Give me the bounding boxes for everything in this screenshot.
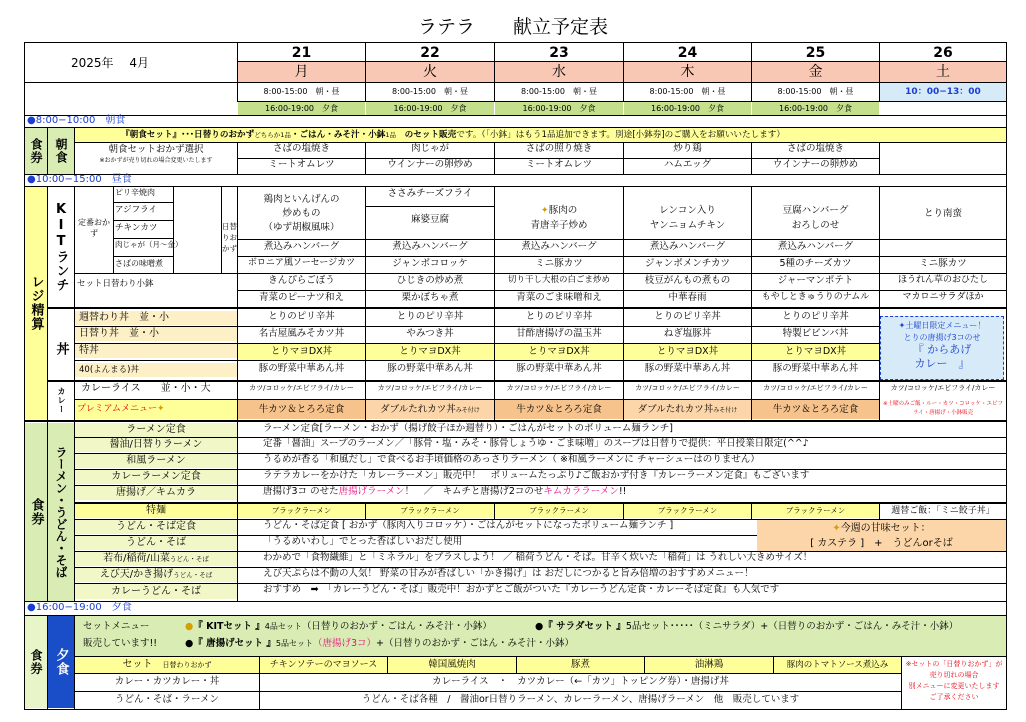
noodle-label-4: カレーラーメン定食 bbox=[75, 470, 237, 484]
kit-set-line: ●『 KITセット 』4品セット（日替りのおかず・ごはん・みそ汁・小鉢） bbox=[185, 621, 492, 632]
kit-main-tue-top: ささみチーズフライ bbox=[387, 188, 473, 199]
tokusei-mon: ブラックラーメン bbox=[238, 504, 365, 518]
noodle-desc-wakame: わかめで「食物繊維」と「ミネラル」をプラスしよう！ ／ 稲荷うどん・そば。甘辛く炊いた「稲荷」は うれしい大きめサイズ！ bbox=[263, 552, 813, 563]
noodle-desc-1: ラーメン定食[ラーメン・おかず（揚げ餃子ほか週替り）・ごはんがセットのボリューム麺ランチ] bbox=[263, 423, 673, 434]
don-r2-wed: 甘酢唐揚げの温玉丼 bbox=[516, 328, 602, 339]
dinner-hours-tue: 16:00-19:00 夕食 bbox=[366, 102, 494, 115]
don-label-3: 特丼 bbox=[75, 344, 237, 358]
breakfast-r1-tue: 肉じゃが bbox=[410, 143, 449, 154]
kobachi2-fri: もやしときゅうりのナムル bbox=[761, 292, 870, 302]
don-r1-mon: とりのピリ辛丼 bbox=[268, 311, 335, 322]
label-shokken-3: 食券 bbox=[25, 616, 47, 708]
premium-tue: ダブルたれカツ丼みそ付け bbox=[366, 400, 494, 419]
dinner-curry-label: カレー・カツカレー・丼 bbox=[114, 676, 220, 687]
don-r1-wed: とりのピリ辛丼 bbox=[525, 311, 593, 322]
label-noodles: ラーメン・うどん・そば bbox=[48, 423, 74, 601]
kit-r2-wed: 煮込みハンバーグ bbox=[521, 241, 597, 252]
kobachi1-sat: ほうれん草のおひたし bbox=[897, 275, 988, 285]
don-r3-wed: とりマヨDX丼 bbox=[495, 344, 623, 360]
breakfast-r1-fri: さばの塩焼き bbox=[786, 143, 844, 154]
hours-wed: 8:00-15:00 朝・昼 bbox=[521, 87, 597, 96]
curry-r1-thu: カツ/コロッケ/エビフライ/カレー bbox=[635, 384, 740, 392]
kit-r3-fri: 5種のチーズカツ bbox=[779, 258, 852, 269]
year-month: 2025年 4月 bbox=[71, 56, 149, 70]
section-lunch: ●10:00−15:00 昼食 bbox=[27, 174, 132, 185]
salad-set-line: ●『 サラダセット 』5品セット･････（ミニサラダ）+（日替りのおかず・ごはん・みそ汁・小鉢） bbox=[535, 621, 959, 632]
tokusei-sat: 週替ご飯：「ミニ餃子丼」 bbox=[891, 506, 995, 516]
premium-label: プレミアムメニュー✦ bbox=[75, 400, 237, 419]
weekday-tue: 火 bbox=[366, 62, 494, 82]
dinner-set-thu: 油淋鶏 bbox=[645, 657, 773, 673]
teiban-5: さばの味噌煮 bbox=[115, 259, 163, 268]
kit-r3-mon: ボロニア風ソーセージカツ bbox=[247, 258, 356, 268]
weekday-fri: 金 bbox=[752, 62, 879, 82]
menu-table bbox=[24, 42, 1007, 710]
noodle-desc-udon-teishoku: うどん・そば定食 [ おかず（豚肉入りコロッケ）・ごはんがセットになったボリューム麺ランチ ] bbox=[263, 520, 674, 531]
weekday-wed: 水 bbox=[495, 62, 623, 82]
hours-fri: 8:00-15:00 朝・昼 bbox=[777, 87, 854, 96]
hours-sat: 10：00−13：00 bbox=[880, 83, 1006, 101]
kobachi-label: セット日替わり小鉢 bbox=[77, 279, 154, 289]
label-kit-lunch: KITランチ bbox=[53, 202, 69, 292]
kobachi1-mon: きんぴらごぼう bbox=[268, 275, 335, 286]
weekday-mon: 月 bbox=[238, 62, 365, 82]
dinner-hours-fri: 16:00-19:00 夕食 bbox=[752, 102, 879, 115]
noodle-label-udon-teishoku: うどん・そば定食 bbox=[75, 520, 237, 534]
noodle-label-wakame: 若布/稲荷/山菜うどん・そば bbox=[75, 552, 237, 566]
premium-mon: 牛カツ＆とろろ定食 bbox=[238, 400, 365, 419]
label-reji: レジ精算 bbox=[25, 187, 47, 419]
curry-label: カレーライス 並・小・大 bbox=[81, 383, 211, 394]
kit-main-fri: 豆腐ハンバーグ おろしのせ bbox=[782, 205, 849, 231]
noodle-desc-2: 定番「醤油」スープのラーメン／「豚骨・塩・みそ・豚骨しょうゆ・ごま味噌」のスープは日替りで提供：平日授業日限定(^^♪ bbox=[263, 438, 809, 449]
teiban-1: ピリ辛焼肉 bbox=[115, 188, 155, 197]
don-r2-tue: やみつき丼 bbox=[406, 328, 454, 339]
dinner-menu-label2: 販売しています!! bbox=[83, 638, 158, 649]
breakfast-select-label: 朝食セットおかず選択 bbox=[108, 144, 204, 155]
don-r3-mon: とりマヨDX丼 bbox=[238, 344, 365, 360]
dinner-menu-label: セットメニュー bbox=[83, 621, 150, 632]
breakfast-r2-fri: ウインナーの卵炒め bbox=[772, 159, 859, 170]
kit-r2-mon: 煮込みハンバーグ bbox=[263, 241, 340, 252]
don-r1-fri: とりのピリ辛丼 bbox=[782, 311, 849, 322]
dinner-saturday-note: ※セットの「日替りおかず」が 売り切れの場合 別メニューに変更いたします ご了承ください bbox=[905, 660, 1003, 701]
premium-thu: ダブルたれカツ丼みそ付け bbox=[624, 400, 751, 419]
kit-r2-tue: 煮込みハンバーグ bbox=[392, 241, 468, 252]
kit-main-wed: ✦豚肉の 青唐辛子炒め bbox=[530, 205, 588, 231]
dinner-set-fri: 豚肉のトマトソース煮込み bbox=[774, 657, 901, 673]
noodle-label-ebi: えび天/かき揚げうどん・そば bbox=[75, 568, 237, 582]
don-label-4: 40(よんまる)丼 bbox=[75, 363, 237, 377]
tokusei-tue: ブラックラーメン bbox=[366, 504, 494, 518]
higawari-label-text: 日替りおかず bbox=[222, 222, 237, 253]
label-dinner: 夕食 bbox=[48, 616, 74, 708]
noodle-desc-udon: 「うるめいわし」でとった香ばしいおだし使用 bbox=[263, 536, 463, 547]
don-r2-mon: 名古屋風みそカツ丼 bbox=[258, 328, 345, 339]
karaage-set-line: ●『 唐揚げセット 』5品セット（唐揚げ3コ）+（日替りのおかず・ごはん・みそ汁・小鉢） bbox=[185, 638, 575, 649]
sweet-set-box: ✦今週の甘味セット： [ カステラ ] + うどんorそば bbox=[757, 520, 1006, 551]
noodle-label-udon: うどん・そば bbox=[75, 536, 237, 550]
don-r1-tue: とりのピリ辛丼 bbox=[396, 311, 464, 322]
page-title: ラテラ 献立予定表 bbox=[417, 16, 608, 38]
curry-r1-mon: カツ/コロッケ/エビフライ/カレー bbox=[249, 384, 354, 392]
kit-main-mon: 鶏肉といんげんの 炒めもの （ゆず胡椒風味） bbox=[263, 194, 340, 233]
don-r4-mon: 豚の野菜中華あん丼 bbox=[258, 363, 345, 374]
hours-mon: 8:00-15:00 朝・昼 bbox=[263, 87, 340, 96]
noodle-label-curry-udon: カレーうどん・そば bbox=[75, 584, 237, 599]
breakfast-r2-thu: ハムエッグ bbox=[663, 159, 712, 170]
label-shokken-2: 食券 bbox=[25, 423, 47, 601]
weekday-sat: 土 bbox=[880, 62, 1006, 82]
label-don: 丼 bbox=[53, 342, 69, 356]
hours-tue: 8:00-15:00 朝・昼 bbox=[392, 87, 468, 96]
noodle-desc-ebi: えび天ぷらは不動の人気！ 野菜の甘みが香ばしい「かき揚げ」は おだしにつかると旨み倍増のおすすめメニュー！ bbox=[263, 568, 754, 579]
breakfast-r2-tue: ウインナーの卵炒め bbox=[387, 159, 473, 170]
dinner-hours-wed: 16:00-19:00 夕食 bbox=[495, 102, 623, 115]
date-21: 21 bbox=[291, 45, 312, 61]
date-24: 24 bbox=[677, 45, 698, 61]
teiban-4: 肉じゃが（月〜金） bbox=[115, 240, 183, 249]
noodle-desc-karaage: 唐揚げ3コ のせた唐揚げラーメン！ ／ キムチと唐揚げ2コのせキムカララーメン!! bbox=[263, 486, 627, 497]
label-curry: カレー bbox=[57, 386, 66, 414]
kit-r3-thu: ジャンボメンチカツ bbox=[644, 258, 731, 269]
don-r1-thu: とりのピリ辛丼 bbox=[654, 311, 721, 322]
don-label-2: 日替り丼 並・小 bbox=[75, 327, 237, 341]
don-r4-thu: 豚の野菜中華あん丼 bbox=[644, 363, 731, 374]
breakfast-select-note: ※おかずが売り切れの場合変更いたします bbox=[99, 157, 213, 164]
kit-main-tue: 麻婆豆腐 bbox=[410, 214, 449, 225]
don-r2-fri: 特製ビビンバ丼 bbox=[782, 328, 849, 339]
dinner-udon-desc: うどん・そば各種 / 醤油or日替りラーメン、カレーラーメン、唐揚げラーメン 他 販売しています bbox=[361, 694, 800, 705]
premium-fri: 牛カツ＆とろろ定食 bbox=[752, 400, 879, 419]
curry-r1-sat: カツ/コロッケ/エビフライ/カレー bbox=[890, 384, 996, 392]
kit-r3-tue: ジャンボコロッケ bbox=[392, 258, 468, 269]
kobachi2-thu: 中華春雨 bbox=[668, 292, 707, 303]
noodle-desc-3: うるめが香る「和風だし」で食べるお手頃価格のあっさりラーメン（ ※和風ラーメンに チャーシューはのりません） bbox=[263, 454, 760, 465]
teiban-label: 定番おかず bbox=[78, 218, 110, 238]
kobachi1-thu: 枝豆がんもの煮もの bbox=[644, 275, 731, 286]
tokusei-wed: ブラックラーメン bbox=[495, 504, 623, 518]
premium-wed: 牛カツ＆とろろ定食 bbox=[495, 400, 623, 419]
date-25: 25 bbox=[805, 45, 826, 61]
breakfast-r1-wed: さばの照り焼き bbox=[525, 143, 593, 154]
dinner-set-wed: 豚煮 bbox=[517, 657, 644, 673]
kobachi1-tue: ひじきの炒め煮 bbox=[396, 275, 464, 286]
curry-saturday-note: ※土曜のみご飯・ルー・カツ・コロッケ・エビフライ・唐揚げ・小鉢販売 bbox=[883, 401, 1003, 416]
noodle-label-3: 和風ラーメン bbox=[75, 454, 237, 468]
tokusei-fri: ブラックラーメン bbox=[752, 504, 879, 518]
dinner-hours-mon: 16:00-19:00 夕食 bbox=[238, 102, 365, 115]
teiban-3: チキンカツ bbox=[115, 223, 158, 233]
dinner-set-tue: 韓国風焼肉 bbox=[388, 657, 516, 673]
noodle-label-tokusei: 特麺 bbox=[75, 504, 237, 518]
date-23: 23 bbox=[549, 45, 569, 61]
dinner-curry-desc: カレーライス ・ カツカレー（←「カツ」トッピング券）・唐揚げ丼 bbox=[432, 676, 729, 687]
kobachi2-sat: マカロニサラダほか bbox=[902, 292, 984, 302]
tokusei-thu: ブラックラーメン bbox=[624, 504, 751, 518]
don-r2-thu: ねぎ塩豚丼 bbox=[663, 328, 712, 339]
kobachi1-fri: ジャーマンポテト bbox=[777, 275, 854, 286]
noodle-desc-curry-udon: おすすめ ➡ 「カレーうどん・そば」販売中！おかずとご飯がついた『カレーうどん定食・カレーそば定食』も人気です bbox=[263, 584, 780, 595]
don-label-1: 週替わり丼 並・小 bbox=[75, 311, 237, 325]
noodle-label-2: 醤油/日替りラーメン bbox=[75, 438, 237, 452]
kit-r3-wed: ミニ豚カツ bbox=[535, 258, 583, 269]
dinner-hours-thu: 16:00-19:00 夕食 bbox=[624, 102, 751, 115]
curry-r1-fri: カツ/コロッケ/エビフライ/カレー bbox=[763, 384, 868, 392]
dinner-set-label: セット 日替わりおかず bbox=[75, 657, 259, 673]
don-saturday-special: ✦土曜日限定メニュー！ とりの唐揚げ3コのせ 『 からあげ カレー 』 bbox=[880, 316, 1004, 380]
kit-r2-fri: 煮込みハンバーグ bbox=[777, 241, 854, 252]
don-r4-tue: 豚の野菜中華あん丼 bbox=[387, 363, 473, 374]
don-r3-fri: とりマヨDX丼 bbox=[752, 344, 879, 360]
don-r3-thu: とりマヨDX丼 bbox=[624, 344, 751, 360]
dinner-udon-label: うどん・そば・ラーメン bbox=[114, 694, 220, 705]
curry-r1-wed: カツ/コロッケ/エビフライ/カレー bbox=[506, 384, 612, 392]
noodle-label-1: ラーメン定食 bbox=[75, 423, 237, 437]
teiban-2: アジフライ bbox=[115, 205, 157, 215]
section-dinner: ●16:00−19:00 夕食 bbox=[27, 602, 132, 613]
label-breakfast: 朝食 bbox=[48, 128, 74, 174]
section-breakfast: ●8:00−10:00 朝食 bbox=[27, 115, 126, 126]
kit-r3-sat: ミニ豚カツ bbox=[919, 258, 967, 269]
kobachi2-mon: 青菜のピーナツ和え bbox=[258, 292, 345, 303]
date-22: 22 bbox=[420, 45, 440, 61]
weekday-thu: 木 bbox=[624, 62, 751, 82]
don-r4-wed: 豚の野菜中華あん丼 bbox=[516, 363, 602, 374]
breakfast-r1-mon: さばの塩焼き bbox=[272, 143, 330, 154]
date-26: 26 bbox=[933, 45, 953, 61]
breakfast-r1-thu: 炒り鶏 bbox=[673, 143, 702, 154]
hours-thu: 8:00-15:00 朝・昼 bbox=[649, 87, 726, 96]
kobachi1-wed: 切り干し大根の白ごま炒め bbox=[507, 275, 610, 285]
breakfast-r2-mon: ミートオムレツ bbox=[268, 159, 335, 170]
noodle-desc-4: ラテラカレーをかけた「カレーラーメン」販売中！ ボリュームたっぷり♪ご飯おかず付き『カレーラーメン定食』もございます bbox=[263, 470, 810, 481]
kobachi2-wed: 青菜のごま味噌和え bbox=[516, 292, 602, 303]
kit-main-sat: とり南蛮 bbox=[923, 208, 962, 219]
breakfast-r2-wed: ミートオムレツ bbox=[525, 159, 593, 170]
kit-r2-thu: 煮込みハンバーグ bbox=[649, 241, 726, 252]
kobachi2-tue: 栗かぼちゃ煮 bbox=[401, 292, 459, 303]
don-r3-tue: とりマヨDX丼 bbox=[366, 344, 494, 360]
breakfast-set-note: 『朝食セット』･･･日替りのおかずどちらか1品・ごはん・みそ汁・小鉢1品 のセット販売です。（「小鉢」はもう1品追加できます。別途[小鉢券]のご購入をお願いいたします） bbox=[75, 128, 1006, 142]
label-shokken-1: 食券 bbox=[25, 128, 47, 174]
don-r4-fri: 豚の野菜中華あん丼 bbox=[772, 363, 859, 374]
dinner-set-mon: チキンソテーのマヨソース bbox=[260, 657, 387, 673]
curry-r1-tue: カツ/コロッケ/エビフライ/カレー bbox=[377, 384, 483, 392]
kit-main-thu: レンコン入り ヤンニョムチキン bbox=[649, 205, 726, 231]
noodle-label-karaage: 唐揚げ／キムカラ bbox=[75, 486, 237, 500]
